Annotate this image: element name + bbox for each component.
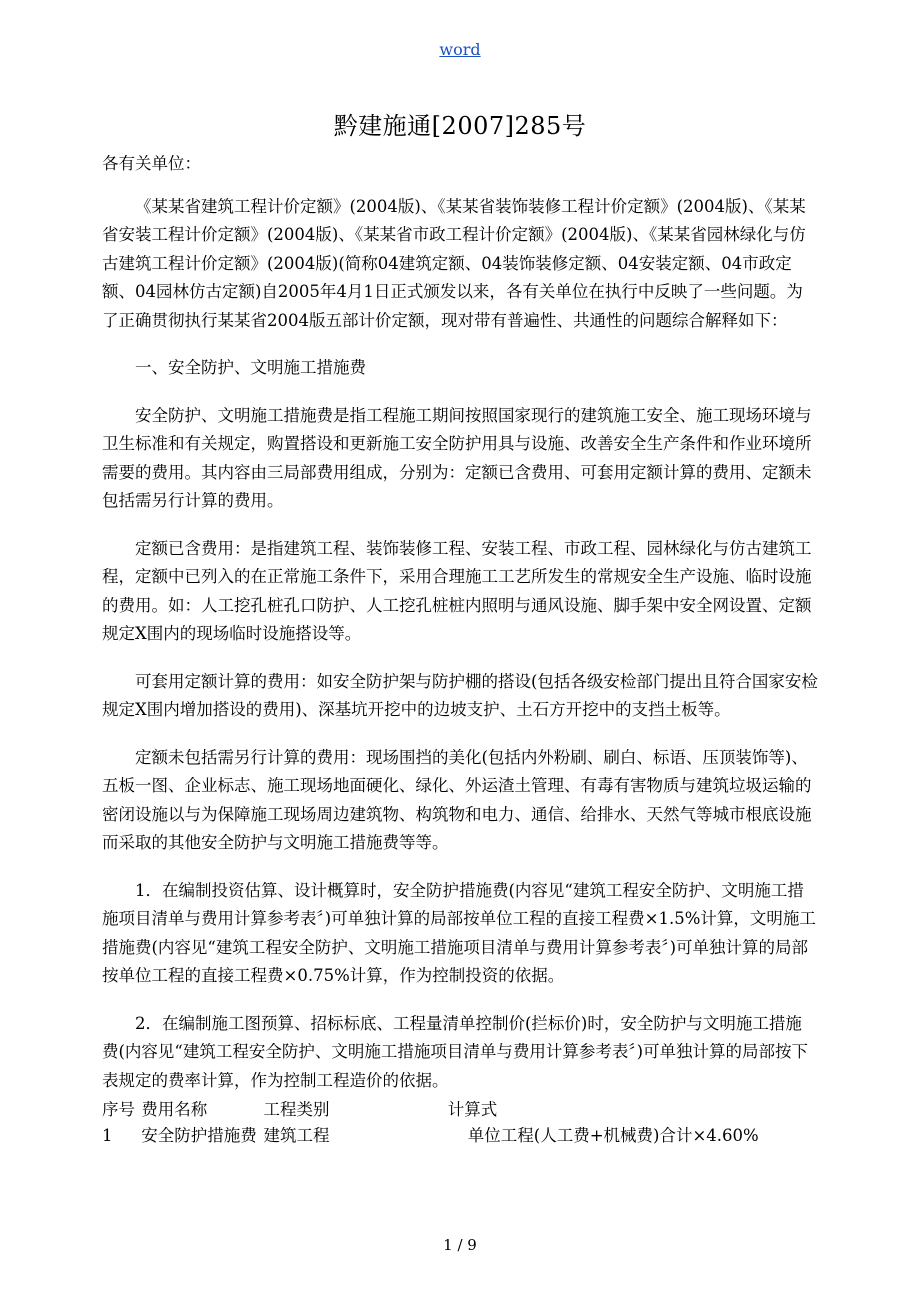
- cell-fee-name: 安全防护措施费: [141, 1126, 257, 1145]
- table-row: [102, 1122, 818, 1150]
- document-body: [102, 150, 818, 1095]
- cell-serial-no: 1: [102, 1126, 113, 1145]
- salutation: 各有关单位：: [102, 154, 201, 173]
- header-serial-no: 序号: [102, 1100, 135, 1119]
- fee-rate-table: [102, 1094, 818, 1150]
- section-heading: 一、安全防护、文明施工措施费: [135, 358, 366, 377]
- document-title: 黔建施通[2007]285号: [333, 112, 587, 140]
- item-2-paragraph: 2．在编制施工图预算、招标标底、工程量清单控制价(拦标价)时，安全防护与文明施工措施费(内容见“建筑工程安全防护、文明施工措施项目清单与费用计算参考表〞)可单独计算的局部按下表规定的费率计算，作为控制工程造价的依据。: [102, 1013, 809, 1090]
- included-costs-paragraph: 定额已含费用：是指建筑工程、装饰装修工程、安装工程、市政工程、园林绿化与仿古建筑工程，定额中已列入的在正常施工条件下，采用合理施工工艺所发生的常规安全生产设施、临时设施的费用。如：人工挖孔桩孔口防护、人工挖孔桩桩内照明与通风设施、脚手架中安全网设置、定额规定X围内的现场临时设施搭设等。: [102, 538, 812, 643]
- header-fee-name: 费用名称: [141, 1100, 208, 1119]
- header-project-category: 工程类别: [263, 1100, 330, 1119]
- header-word-link[interactable]: word: [439, 40, 481, 59]
- applicable-costs-paragraph: 可套用定额计算的费用：如安全防护架与防护棚的搭设(包括各级安检部门提出且符合国家安检规定X围内增加搭设的费用)、深基坑开挖中的边坡支护、土石方开挖中的支挡土板等。: [102, 671, 818, 719]
- cell-project-category: 建筑工程: [263, 1126, 330, 1145]
- intro-paragraph: 《某某省建筑工程计价定额》(2004版)、《某某省装饰装修工程计价定额》(2004版)、《某某省安装工程计价定额》(2004版)、《某某省市政工程计价定额》(2004版)、《某某省园林绿化与仿古建筑工程计价定额》(2004版)(简称04建筑定额、04装饰装修定额、04安装定额、04市政定额、04园林仿古定额)自2005年4月1日正式颁发以来，各有关单位在执行中反映了一些问题。为了正确贯彻执行某某省2004版五部计价定额，现对带有普遍性、共通性的问题综合解释如下：: [102, 196, 806, 330]
- excluded-costs-paragraph: 定额未包括需另行计算的费用：现场围挡的美化(包括内外粉刷、刷白、标语、压顶装饰等)、五板一图、企业标志、施工现场地面硬化、绿化、外运渣土管理、有毒有害物质与建筑垃圾运输的密闭设施以与为保障施工现场周边建筑物、构筑物和电力、通信、给排水、天然气等城市根底设施而采取的其他安全防护与文明施工措施费等等。: [102, 747, 812, 852]
- page-number: 1 / 9: [443, 1236, 477, 1254]
- cell-formula: 单位工程(人工费+机械费)合计×4.60%: [467, 1126, 759, 1145]
- definition-paragraph: 安全防护、文明施工措施费是指工程施工期间按照国家现行的建筑施工安全、施工现场环境与卫生标准和有关规定，购置搭设和更新施工安全防护用具与设施、改善安全生产条件和作业环境所需要的费用。其内容由三局部费用组成，分别为：定额已含费用、可套用定额计算的费用、定额未包括需另行计算的费用。: [102, 405, 812, 510]
- header-formula: 计算式: [447, 1100, 498, 1119]
- table-header-row: [102, 1094, 818, 1122]
- item-1-paragraph: 1．在编制投资估算、设计概算时，安全防护措施费(内容见“建筑工程安全防护、文明施工措施项目清单与费用计算参考表〞)可单独计算的局部按单位工程的直接工程费×1.5%计算，文明施工措施费(内容见“建筑工程安全防护、文明施工措施项目清单与费用计算参考表〞)可单独计算的局部按单位工程的直接工程费×0.75%计算，作为控制投资的依据。: [102, 880, 816, 985]
